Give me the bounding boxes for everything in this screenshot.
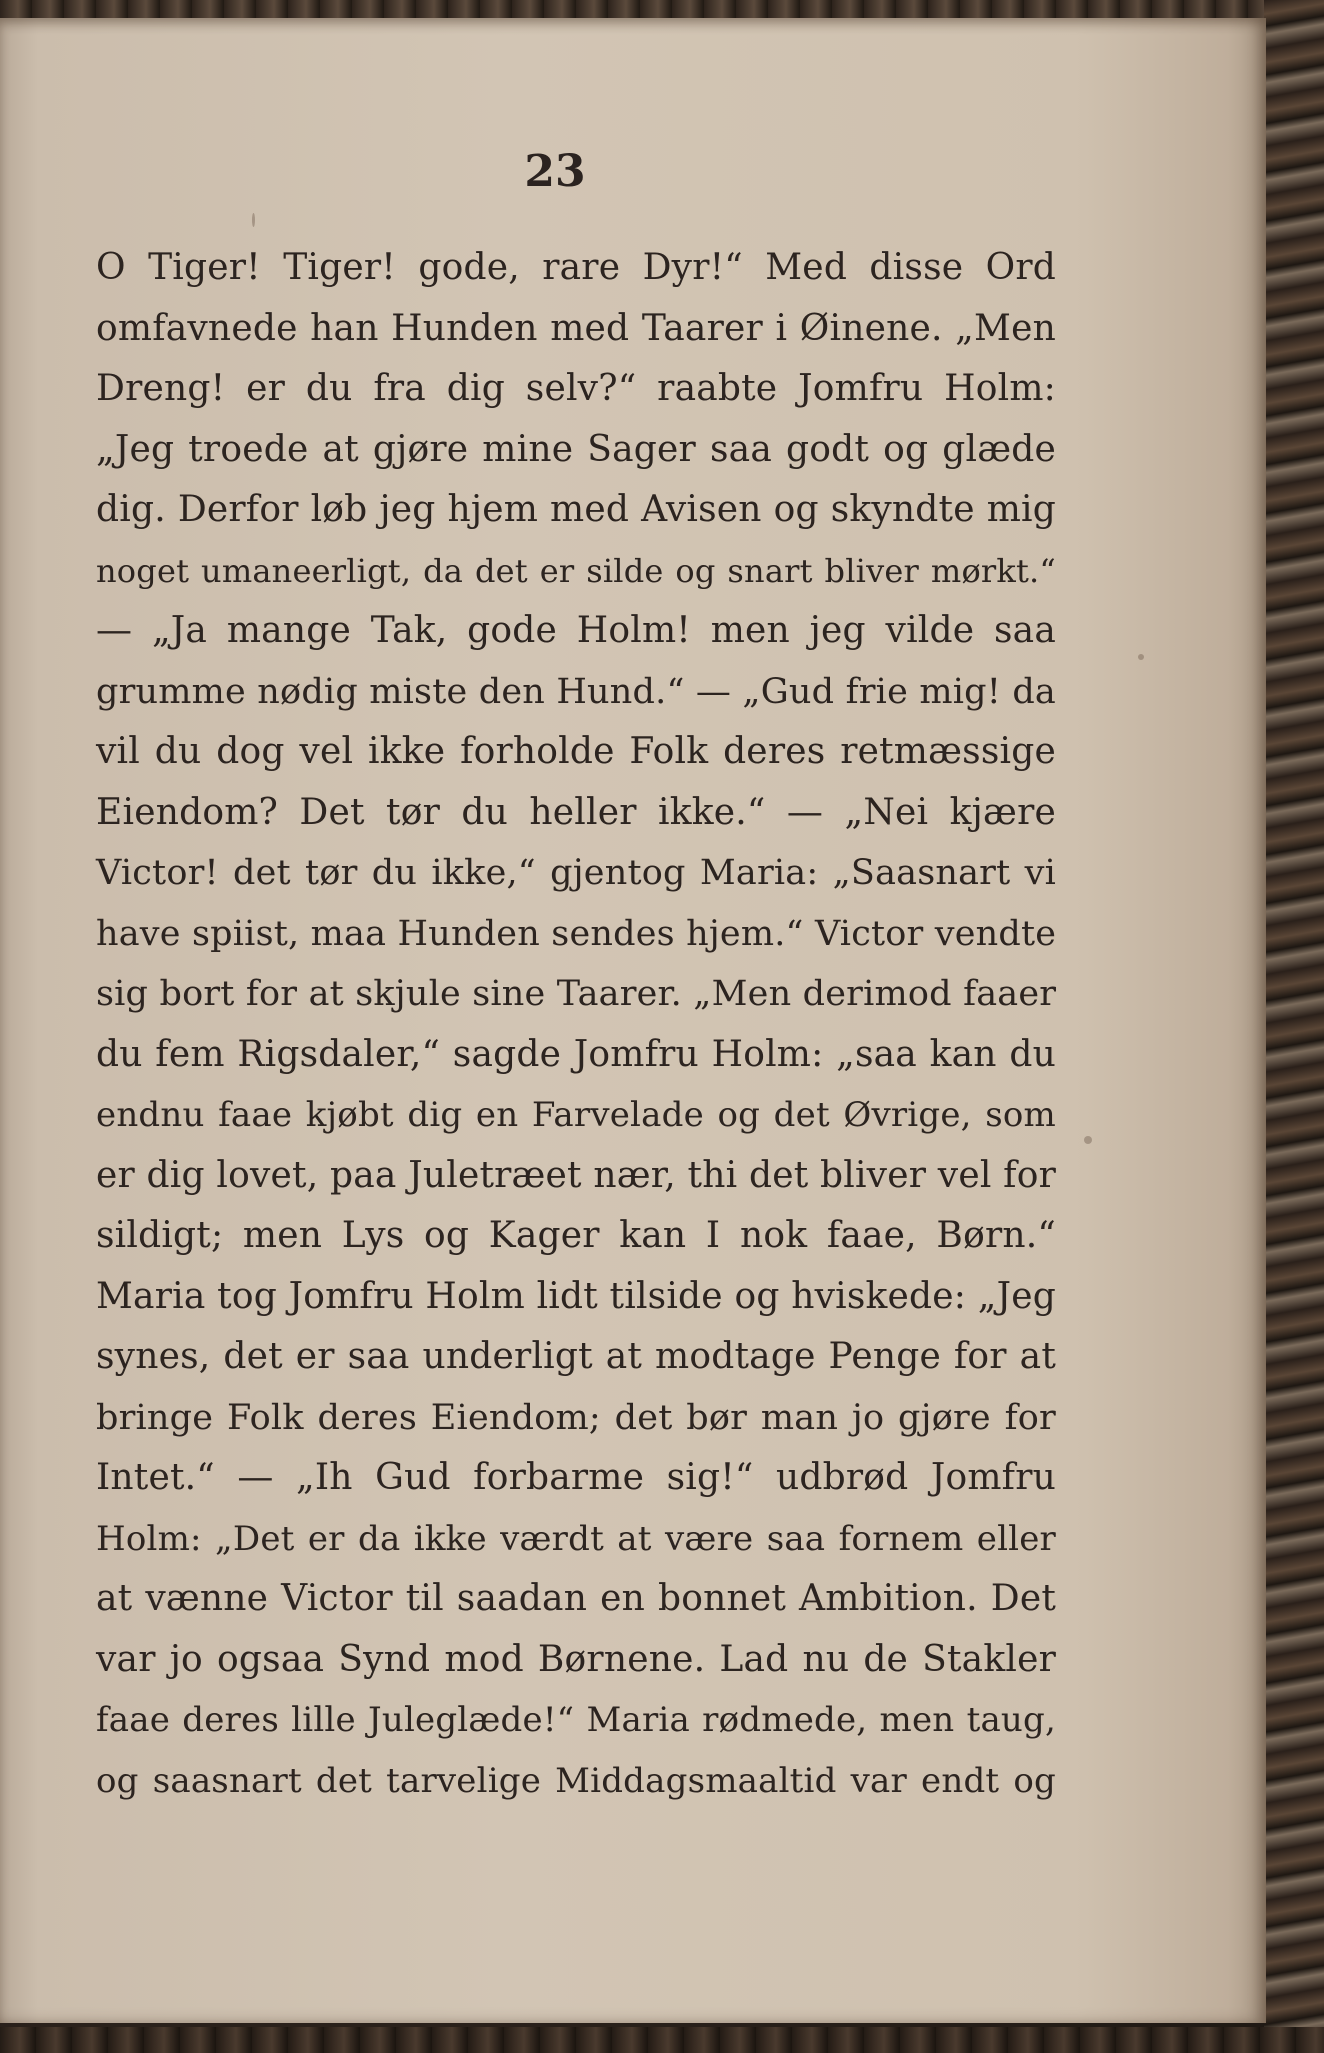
text-line: Maria tog Jomfru Holm lidt tilside og hviskede: „Jeg <box>96 1275 1056 1317</box>
text-line: faae deres lille Juleglæde!“ Maria rødmede, men taug, <box>96 1700 1056 1740</box>
text-line: — „Ja mange Tak, gode Holm! men jeg vilde saa <box>96 610 1056 651</box>
page-number: 23 <box>524 146 586 197</box>
text-line: Victor! det tør du ikke,“ gjentog Maria: „Saasnart vi <box>96 853 1056 893</box>
text-line: dig. Derfor løb jeg hjem med Avisen og skyndte mig <box>96 489 1056 530</box>
text-line: var jo ogsaa Synd mod Børnene. Lad nu de Stakler <box>96 1638 1056 1680</box>
paper-blemish <box>1084 1136 1092 1144</box>
paper-blemish <box>252 213 255 227</box>
book-cover-bottom-edge <box>0 2027 1324 2053</box>
text-line: Eiendom? Det tør du heller ikke.“ — „Nei kjære <box>96 791 1056 833</box>
text-line: „Jeg troede at gjøre mine Sager saa godt og glæde <box>96 428 1056 470</box>
book-page <box>0 18 1266 2023</box>
text-line: bringe Folk deres Eiendom; det bør man jo gjøre for <box>96 1397 1056 1438</box>
text-line: omfavnede han Hunden med Taarer i Øinene. „Men <box>96 307 1056 349</box>
paper-blemish <box>1138 654 1144 660</box>
text-line: grumme nødig miste den Hund.“ — „Gud frie mig! da <box>96 671 1056 712</box>
text-line: at vænne Victor til saadan en bonnet Ambition. Det <box>96 1578 1056 1619</box>
text-line: noget umaneerligt, da det er silde og snart bliver mørkt.“ <box>96 551 1056 590</box>
text-line: O Tiger! Tiger! gode, rare Dyr!“ Med disse Ord <box>96 247 1056 288</box>
page-text <box>96 238 1056 1811</box>
text-line: Intet.“ — „Ih Gud forbarme sig!“ udbrød Jomfru <box>96 1457 1056 1498</box>
text-line: vil du dog vel ikke forholde Folk deres retmæssige <box>96 731 1056 772</box>
book-cover-right-edge <box>1264 0 1324 2053</box>
text-line: synes, det er saa underligt at modtage Penge for at <box>96 1336 1056 1377</box>
text-line: Dreng! er du fra dig selv?“ raabte Jomfru Holm: <box>96 368 1056 409</box>
text-line: have spiist, maa Hunden sendes hjem.“ Victor vendte <box>96 913 1057 954</box>
text-line: sig bort for at skjule sine Taarer. „Men derimod faaer <box>96 974 1057 1014</box>
text-line: Holm: „Det er da ikke værdt at være saa fornem eller <box>96 1518 1056 1559</box>
text-line: du fem Rigsdaler,“ sagde Jomfru Holm: „saa kan du <box>96 1033 1056 1075</box>
text-line: endnu faae kjøbt dig en Farvelade og det Øvrige, som <box>96 1095 1056 1135</box>
text-line: sildigt; men Lys og Kager kan I nok faae, Børn.“ <box>96 1215 1056 1256</box>
text-line: og saasnart det tarvelige Middagsmaaltid var endt og <box>96 1760 1056 1801</box>
text-line: er dig lovet, paa Juletræet nær, thi det bliver vel for <box>96 1154 1056 1196</box>
